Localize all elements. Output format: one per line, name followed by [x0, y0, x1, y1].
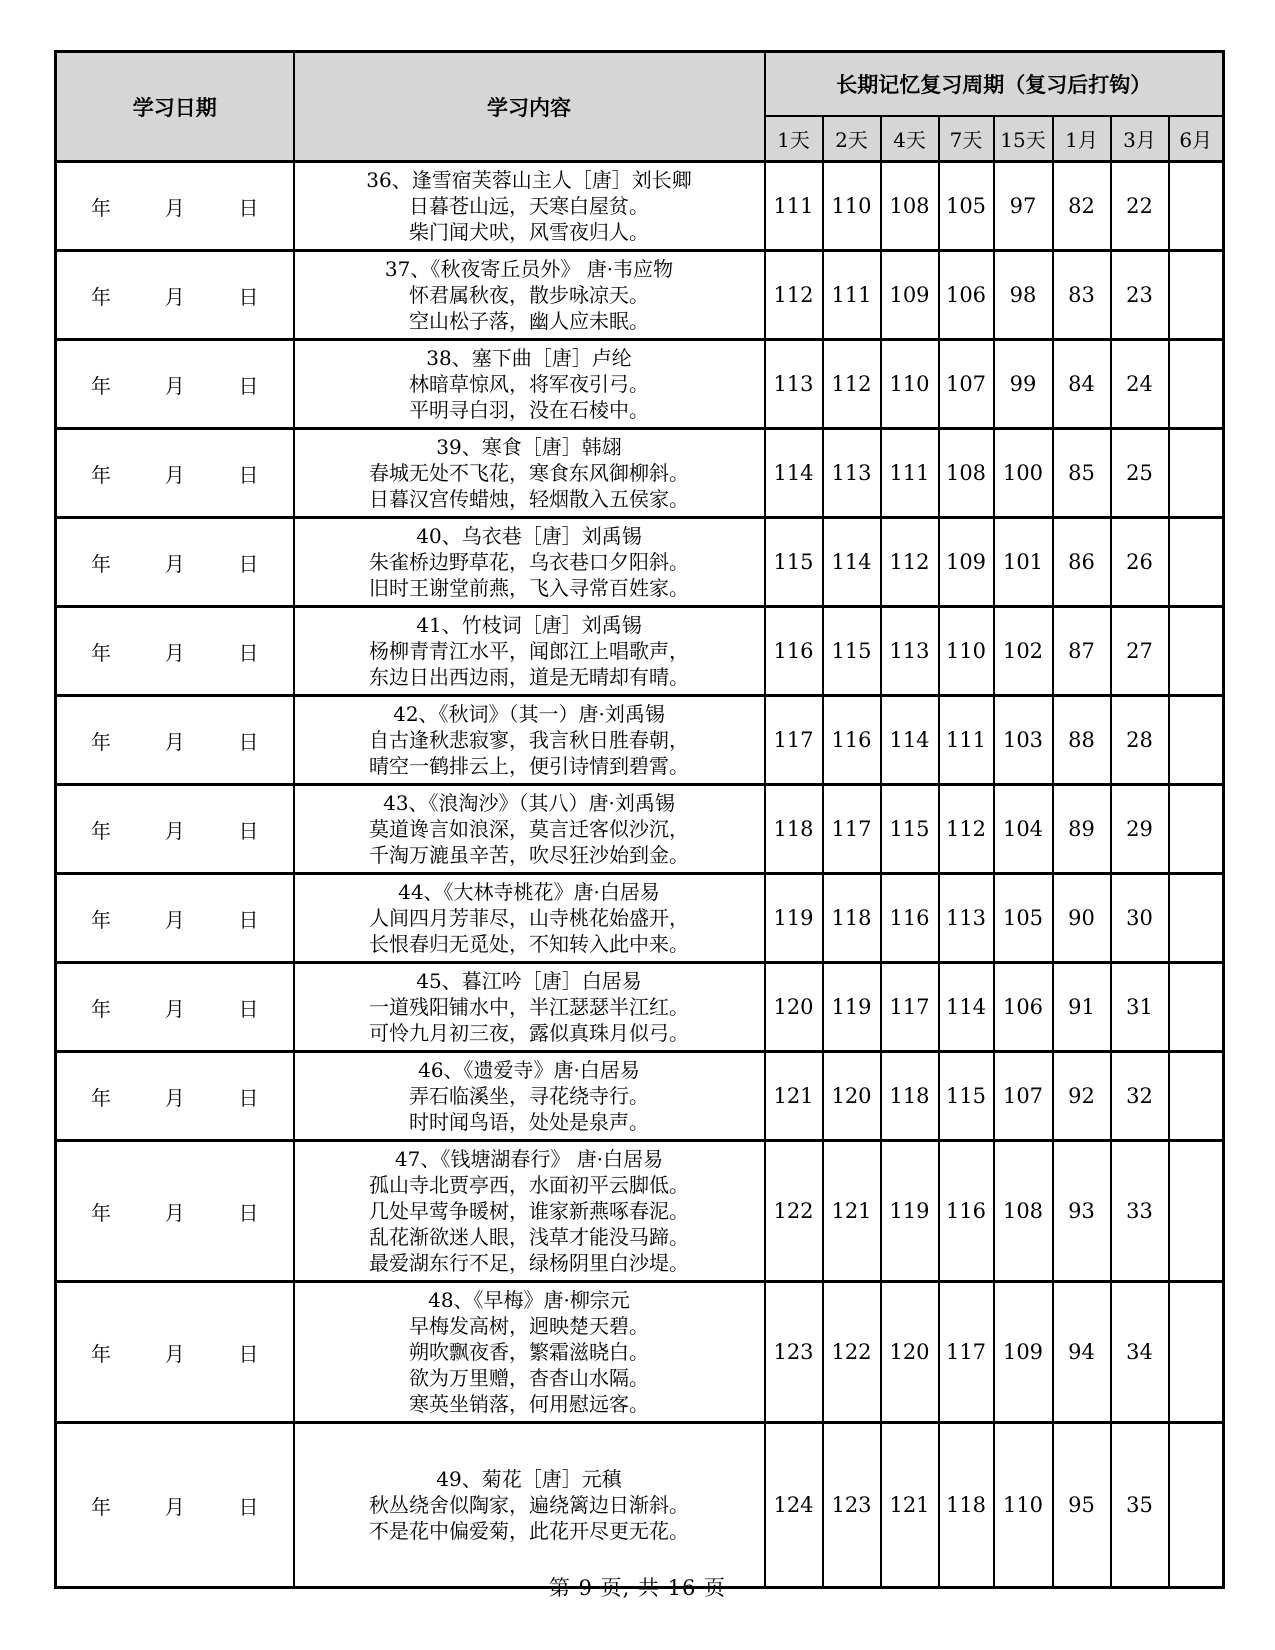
- poem-verse-line: 孤山寺北贾亭西，水面初平云脚低。: [369, 1173, 689, 1197]
- review-value-cell: 100: [994, 429, 1053, 518]
- review-value-cell: 30: [1111, 874, 1169, 963]
- poem-verse-line: 杨柳青青江水平，闻郎江上唱歌声，: [369, 639, 689, 663]
- review-value-cell: 115: [823, 607, 881, 696]
- poem-verse-line: 林暗草惊风，将军夜引弓。: [409, 372, 649, 396]
- date-year-label: 年: [91, 818, 111, 843]
- review-value-cell: 110: [881, 340, 939, 429]
- poem-cell: [294, 1141, 765, 1282]
- review-value-cell: 89: [1053, 785, 1111, 874]
- date-month-label: 月: [164, 1200, 185, 1225]
- poem-verse-line: 朱雀桥边野草花，乌衣巷口夕阳斜。: [369, 550, 689, 574]
- table-row: [56, 1052, 1224, 1141]
- review-value-cell: 108: [994, 1141, 1053, 1282]
- date-month-label: 月: [164, 996, 185, 1021]
- poem-cell: [294, 607, 765, 696]
- review-value-cell: 23: [1111, 251, 1169, 340]
- header-period-7d: 7天: [939, 116, 994, 162]
- review-value-cell: 22: [1111, 162, 1169, 251]
- review-value-cell: 112: [765, 251, 823, 340]
- date-day-label: 日: [238, 729, 259, 754]
- review-value-cell: 85: [1053, 429, 1111, 518]
- review-value-cell: 115: [765, 518, 823, 607]
- table-row: [56, 963, 1224, 1052]
- poem-verse-line: 日暮苍山远，天寒白屋贫。: [409, 194, 649, 218]
- review-value-cell: 115: [881, 785, 939, 874]
- review-value-cell: 113: [881, 607, 939, 696]
- date-placeholder: [57, 281, 293, 310]
- review-checkbox-cell: [1169, 251, 1224, 340]
- header-review-cycle: 长期记忆复习周期（复习后打钩）: [765, 52, 1224, 116]
- review-value-cell: 117: [765, 696, 823, 785]
- poem-cell: [294, 1052, 765, 1141]
- date-year-label: 年: [91, 640, 111, 665]
- review-value-cell: 124: [765, 1423, 823, 1588]
- poem-verse-line: 时时闻鸟语，处处是泉声。: [409, 1110, 649, 1134]
- review-value-cell: 117: [881, 963, 939, 1052]
- poem-title-line: 40、乌衣巷［唐］刘禹锡: [416, 524, 642, 548]
- review-value-cell: 111: [939, 696, 994, 785]
- poem-verse-line: 最爱湖东行不足，绿杨阴里白沙堤。: [369, 1251, 689, 1275]
- date-month-label: 月: [164, 462, 185, 487]
- review-value-cell: 107: [994, 1052, 1053, 1141]
- table-header: [56, 52, 1224, 162]
- date-month-label: 月: [164, 729, 185, 754]
- date-month-label: 月: [164, 373, 185, 398]
- table-row: [56, 874, 1224, 963]
- review-value-cell: 113: [823, 429, 881, 518]
- date-cell: [56, 340, 294, 429]
- header-study-date: 学习日期: [56, 52, 294, 162]
- poem-verse-line: 怀君属秋夜，散步咏凉天。: [409, 283, 649, 307]
- review-value-cell: 109: [881, 251, 939, 340]
- date-month-label: 月: [164, 284, 185, 309]
- table-row: [56, 340, 1224, 429]
- review-value-cell: 120: [881, 1282, 939, 1423]
- review-value-cell: 114: [881, 696, 939, 785]
- table-row: [56, 1423, 1224, 1588]
- poem-title-line: 43、《浪淘沙》（其八）唐·刘禹锡: [383, 791, 675, 815]
- date-cell: [56, 1141, 294, 1282]
- date-month-label: 月: [164, 1494, 185, 1519]
- poem-table-body: [56, 162, 1224, 1588]
- review-value-cell: 118: [939, 1423, 994, 1588]
- header-main-row: [56, 52, 1224, 116]
- review-value-cell: 109: [939, 518, 994, 607]
- date-day-label: 日: [238, 551, 259, 576]
- review-value-cell: 123: [823, 1423, 881, 1588]
- header-period-3m: 3月: [1111, 116, 1169, 162]
- poem-title-line: 49、菊花［唐］元稹: [436, 1467, 622, 1491]
- date-month-label: 月: [164, 640, 185, 665]
- table-row: [56, 696, 1224, 785]
- poem-verse-line: 寒英坐销落，何用慰远客。: [409, 1392, 649, 1416]
- poem-verse-line: 自古逢秋悲寂寥，我言秋日胜春朝，: [369, 728, 689, 752]
- review-value-cell: 118: [765, 785, 823, 874]
- review-value-cell: 122: [823, 1282, 881, 1423]
- date-placeholder: [57, 726, 293, 755]
- date-placeholder: [57, 904, 293, 933]
- header-period-2d: 2天: [823, 116, 881, 162]
- date-month-label: 月: [164, 195, 185, 220]
- review-value-cell: 32: [1111, 1052, 1169, 1141]
- poem-cell: [294, 340, 765, 429]
- poem-cell: [294, 874, 765, 963]
- review-value-cell: 111: [765, 162, 823, 251]
- poem-verse-line: 不是花中偏爱菊，此花开尽更无花。: [369, 1519, 689, 1543]
- review-checkbox-cell: [1169, 429, 1224, 518]
- date-day-label: 日: [238, 1085, 259, 1110]
- review-checkbox-cell: [1169, 785, 1224, 874]
- date-day-label: 日: [238, 907, 259, 932]
- review-value-cell: 24: [1111, 340, 1169, 429]
- review-value-cell: 35: [1111, 1423, 1169, 1588]
- table-row: [56, 251, 1224, 340]
- review-value-cell: 118: [823, 874, 881, 963]
- review-value-cell: 93: [1053, 1141, 1111, 1282]
- date-cell: [56, 162, 294, 251]
- poem-title-line: 37、《秋夜寄丘员外》 唐·韦应物: [384, 257, 674, 281]
- table-row: [56, 1141, 1224, 1282]
- review-value-cell: 105: [939, 162, 994, 251]
- table-row: [56, 607, 1224, 696]
- review-value-cell: 114: [823, 518, 881, 607]
- review-value-cell: 117: [939, 1282, 994, 1423]
- review-value-cell: 121: [823, 1141, 881, 1282]
- poem-verse-line: 弄石临溪坐，寻花绕寺行。: [409, 1084, 649, 1108]
- date-year-label: 年: [91, 284, 111, 309]
- date-cell: [56, 251, 294, 340]
- review-value-cell: 110: [939, 607, 994, 696]
- review-value-cell: 114: [765, 429, 823, 518]
- review-checkbox-cell: [1169, 1141, 1224, 1282]
- review-schedule-table: [54, 50, 1225, 1589]
- review-value-cell: 110: [823, 162, 881, 251]
- date-placeholder: [57, 548, 293, 577]
- review-checkbox-cell: [1169, 696, 1224, 785]
- date-year-label: 年: [91, 729, 111, 754]
- review-value-cell: 101: [994, 518, 1053, 607]
- review-checkbox-cell: [1169, 874, 1224, 963]
- date-day-label: 日: [238, 818, 259, 843]
- date-cell: [56, 874, 294, 963]
- poem-verse-line: 平明寻白羽，没在石棱中。: [409, 398, 649, 422]
- poem-verse-line: 春城无处不飞花，寒食东风御柳斜。: [369, 461, 689, 485]
- date-year-label: 年: [91, 373, 111, 398]
- poem-verse-line: 乱花渐欲迷人眼，浅草才能没马蹄。: [369, 1225, 689, 1249]
- review-value-cell: 97: [994, 162, 1053, 251]
- date-placeholder: [57, 1491, 293, 1520]
- table-row: [56, 1282, 1224, 1423]
- poem-title-line: 36、逢雪宿芙蓉山主人［唐］刘长卿: [366, 168, 692, 192]
- review-value-cell: 106: [939, 251, 994, 340]
- review-value-cell: 116: [881, 874, 939, 963]
- poem-title-line: 41、竹枝词［唐］刘禹锡: [416, 613, 642, 637]
- review-checkbox-cell: [1169, 518, 1224, 607]
- date-placeholder: [57, 993, 293, 1022]
- date-day-label: 日: [238, 195, 259, 220]
- review-value-cell: 109: [994, 1282, 1053, 1423]
- review-checkbox-cell: [1169, 1052, 1224, 1141]
- date-cell: [56, 696, 294, 785]
- review-value-cell: 119: [765, 874, 823, 963]
- review-value-cell: 82: [1053, 162, 1111, 251]
- date-cell: [56, 518, 294, 607]
- date-placeholder: [57, 459, 293, 488]
- date-day-label: 日: [238, 1494, 259, 1519]
- review-value-cell: 123: [765, 1282, 823, 1423]
- date-month-label: 月: [164, 907, 185, 932]
- review-value-cell: 88: [1053, 696, 1111, 785]
- review-value-cell: 34: [1111, 1282, 1169, 1423]
- review-value-cell: 112: [881, 518, 939, 607]
- poem-verse-line: 可怜九月初三夜，露似真珠月似弓。: [369, 1021, 689, 1045]
- poem-cell: [294, 518, 765, 607]
- review-value-cell: 26: [1111, 518, 1169, 607]
- date-cell: [56, 1282, 294, 1423]
- poem-verse-line: 欲为万里赠，杳杳山水隔。: [409, 1366, 649, 1390]
- date-day-label: 日: [238, 640, 259, 665]
- page-footer: 第 9 页, 共 16 页: [548, 1576, 727, 1600]
- poem-verse-line: 几处早莺争暖树，谁家新燕啄春泥。: [369, 1199, 689, 1223]
- review-value-cell: 106: [994, 963, 1053, 1052]
- poem-verse-line: 千淘万漉虽辛苦，吹尽狂沙始到金。: [369, 843, 689, 867]
- review-checkbox-cell: [1169, 162, 1224, 251]
- review-value-cell: 84: [1053, 340, 1111, 429]
- poem-title-line: 39、寒食［唐］韩翃: [436, 435, 622, 459]
- date-placeholder: [57, 192, 293, 221]
- review-value-cell: 120: [765, 963, 823, 1052]
- poem-cell: [294, 251, 765, 340]
- review-value-cell: 113: [765, 340, 823, 429]
- date-month-label: 月: [164, 551, 185, 576]
- review-value-cell: 29: [1111, 785, 1169, 874]
- table-row: [56, 785, 1224, 874]
- date-year-label: 年: [91, 1341, 111, 1366]
- review-value-cell: 103: [994, 696, 1053, 785]
- review-value-cell: 104: [994, 785, 1053, 874]
- poem-verse-line: 东边日出西边雨，道是无晴却有晴。: [369, 665, 689, 689]
- review-value-cell: 90: [1053, 874, 1111, 963]
- header-period-6m: 6月: [1169, 116, 1224, 162]
- review-value-cell: 115: [939, 1052, 994, 1141]
- poem-cell: [294, 162, 765, 251]
- review-value-cell: 117: [823, 785, 881, 874]
- review-checkbox-cell: [1169, 340, 1224, 429]
- header-period-1d: 1天: [765, 116, 823, 162]
- date-day-label: 日: [238, 1341, 259, 1366]
- review-value-cell: 102: [994, 607, 1053, 696]
- date-day-label: 日: [238, 996, 259, 1021]
- review-value-cell: 105: [994, 874, 1053, 963]
- date-month-label: 月: [164, 818, 185, 843]
- date-year-label: 年: [91, 1200, 111, 1225]
- poem-title-line: 46、《遗爱寺》唐·白居易: [418, 1058, 640, 1082]
- poem-verse-line: 旧时王谢堂前燕，飞入寻常百姓家。: [369, 576, 689, 600]
- review-value-cell: 86: [1053, 518, 1111, 607]
- review-value-cell: 108: [881, 162, 939, 251]
- poem-cell: [294, 963, 765, 1052]
- date-cell: [56, 785, 294, 874]
- poem-title-line: 45、暮江吟［唐］白居易: [416, 969, 642, 993]
- date-day-label: 日: [238, 1200, 259, 1225]
- poem-verse-line: 朔吹飘夜香，繁霜滋晓白。: [409, 1340, 649, 1364]
- poem-title-line: 42、《秋词》（其一）唐·刘禹锡: [393, 702, 665, 726]
- review-checkbox-cell: [1169, 963, 1224, 1052]
- date-day-label: 日: [238, 373, 259, 398]
- review-checkbox-cell: [1169, 607, 1224, 696]
- date-month-label: 月: [164, 1085, 185, 1110]
- poem-verse-line: 长恨春归无觅处，不知转入此中来。: [369, 932, 689, 956]
- review-value-cell: 122: [765, 1141, 823, 1282]
- date-cell: [56, 429, 294, 518]
- poem-cell: [294, 1282, 765, 1423]
- poem-verse-line: 空山松子落，幽人应未眠。: [409, 309, 649, 333]
- date-placeholder: [57, 1338, 293, 1367]
- table-row: [56, 518, 1224, 607]
- poem-verse-line: 莫道谗言如浪深，莫言迁客似沙沉，: [369, 817, 689, 841]
- review-value-cell: 108: [939, 429, 994, 518]
- poem-title-line: 38、塞下曲［唐］卢纶: [426, 346, 632, 370]
- review-value-cell: 28: [1111, 696, 1169, 785]
- review-value-cell: 91: [1053, 963, 1111, 1052]
- table-row: [56, 429, 1224, 518]
- review-value-cell: 25: [1111, 429, 1169, 518]
- poem-verse-line: 人间四月芳菲尽，山寺桃花始盛开，: [369, 906, 689, 930]
- review-value-cell: 31: [1111, 963, 1169, 1052]
- date-year-label: 年: [91, 996, 111, 1021]
- date-year-label: 年: [91, 462, 111, 487]
- review-value-cell: 116: [765, 607, 823, 696]
- poem-cell: [294, 696, 765, 785]
- date-cell: [56, 607, 294, 696]
- table-row: [56, 162, 1224, 251]
- date-placeholder: [57, 1082, 293, 1111]
- review-value-cell: 119: [823, 963, 881, 1052]
- review-value-cell: 94: [1053, 1282, 1111, 1423]
- review-value-cell: 116: [823, 696, 881, 785]
- poem-verse-line: 一道残阳铺水中，半江瑟瑟半江红。: [369, 995, 689, 1019]
- date-placeholder: [57, 1197, 293, 1226]
- date-cell: [56, 963, 294, 1052]
- header-period-1m: 1月: [1053, 116, 1111, 162]
- date-placeholder: [57, 637, 293, 666]
- review-value-cell: 99: [994, 340, 1053, 429]
- poem-cell: [294, 785, 765, 874]
- poem-title-line: 48、《早梅》唐·柳宗元: [428, 1288, 630, 1312]
- poem-title-line: 44、《大林寺桃花》唐·白居易: [398, 880, 660, 904]
- review-value-cell: 95: [1053, 1423, 1111, 1588]
- date-year-label: 年: [91, 551, 111, 576]
- date-month-label: 月: [164, 1341, 185, 1366]
- poem-verse-line: 秋丛绕舍似陶家，遍绕篱边日渐斜。: [369, 1493, 689, 1517]
- review-value-cell: 119: [881, 1141, 939, 1282]
- poem-verse-line: 早梅发高树，迥映楚天碧。: [409, 1314, 649, 1338]
- review-value-cell: 107: [939, 340, 994, 429]
- date-year-label: 年: [91, 1494, 111, 1519]
- date-day-label: 日: [238, 462, 259, 487]
- review-value-cell: 111: [881, 429, 939, 518]
- review-value-cell: 27: [1111, 607, 1169, 696]
- header-period-4d: 4天: [881, 116, 939, 162]
- poem-title-line: 47、《钱塘湖春行》 唐·白居易: [394, 1147, 664, 1171]
- date-day-label: 日: [238, 284, 259, 309]
- review-value-cell: 120: [823, 1052, 881, 1141]
- poem-cell: [294, 429, 765, 518]
- date-cell: [56, 1423, 294, 1588]
- date-year-label: 年: [91, 907, 111, 932]
- poem-verse-line: 晴空一鹤排云上，便引诗情到碧霄。: [369, 754, 689, 778]
- poem-cell: [294, 1423, 765, 1588]
- review-value-cell: 112: [823, 340, 881, 429]
- review-checkbox-cell: [1169, 1282, 1224, 1423]
- review-value-cell: 112: [939, 785, 994, 874]
- review-value-cell: 92: [1053, 1052, 1111, 1141]
- poem-verse-line: 日暮汉宫传蜡烛，轻烟散入五侯家。: [369, 487, 689, 511]
- review-checkbox-cell: [1169, 1423, 1224, 1588]
- date-year-label: 年: [91, 195, 111, 220]
- review-value-cell: 118: [881, 1052, 939, 1141]
- review-value-cell: 111: [823, 251, 881, 340]
- review-value-cell: 113: [939, 874, 994, 963]
- date-placeholder: [57, 370, 293, 399]
- review-value-cell: 33: [1111, 1141, 1169, 1282]
- poem-verse-line: 柴门闻犬吠，风雪夜归人。: [409, 220, 649, 244]
- header-period-15d: 15天: [994, 116, 1053, 162]
- review-value-cell: 121: [765, 1052, 823, 1141]
- review-value-cell: 87: [1053, 607, 1111, 696]
- date-placeholder: [57, 815, 293, 844]
- review-value-cell: 83: [1053, 251, 1111, 340]
- review-value-cell: 110: [994, 1423, 1053, 1588]
- date-cell: [56, 1052, 294, 1141]
- study-sheet: [54, 50, 1225, 1589]
- date-year-label: 年: [91, 1085, 111, 1110]
- review-value-cell: 98: [994, 251, 1053, 340]
- review-value-cell: 121: [881, 1423, 939, 1588]
- review-value-cell: 114: [939, 963, 994, 1052]
- review-value-cell: 116: [939, 1141, 994, 1282]
- header-study-content: 学习内容: [294, 52, 765, 162]
